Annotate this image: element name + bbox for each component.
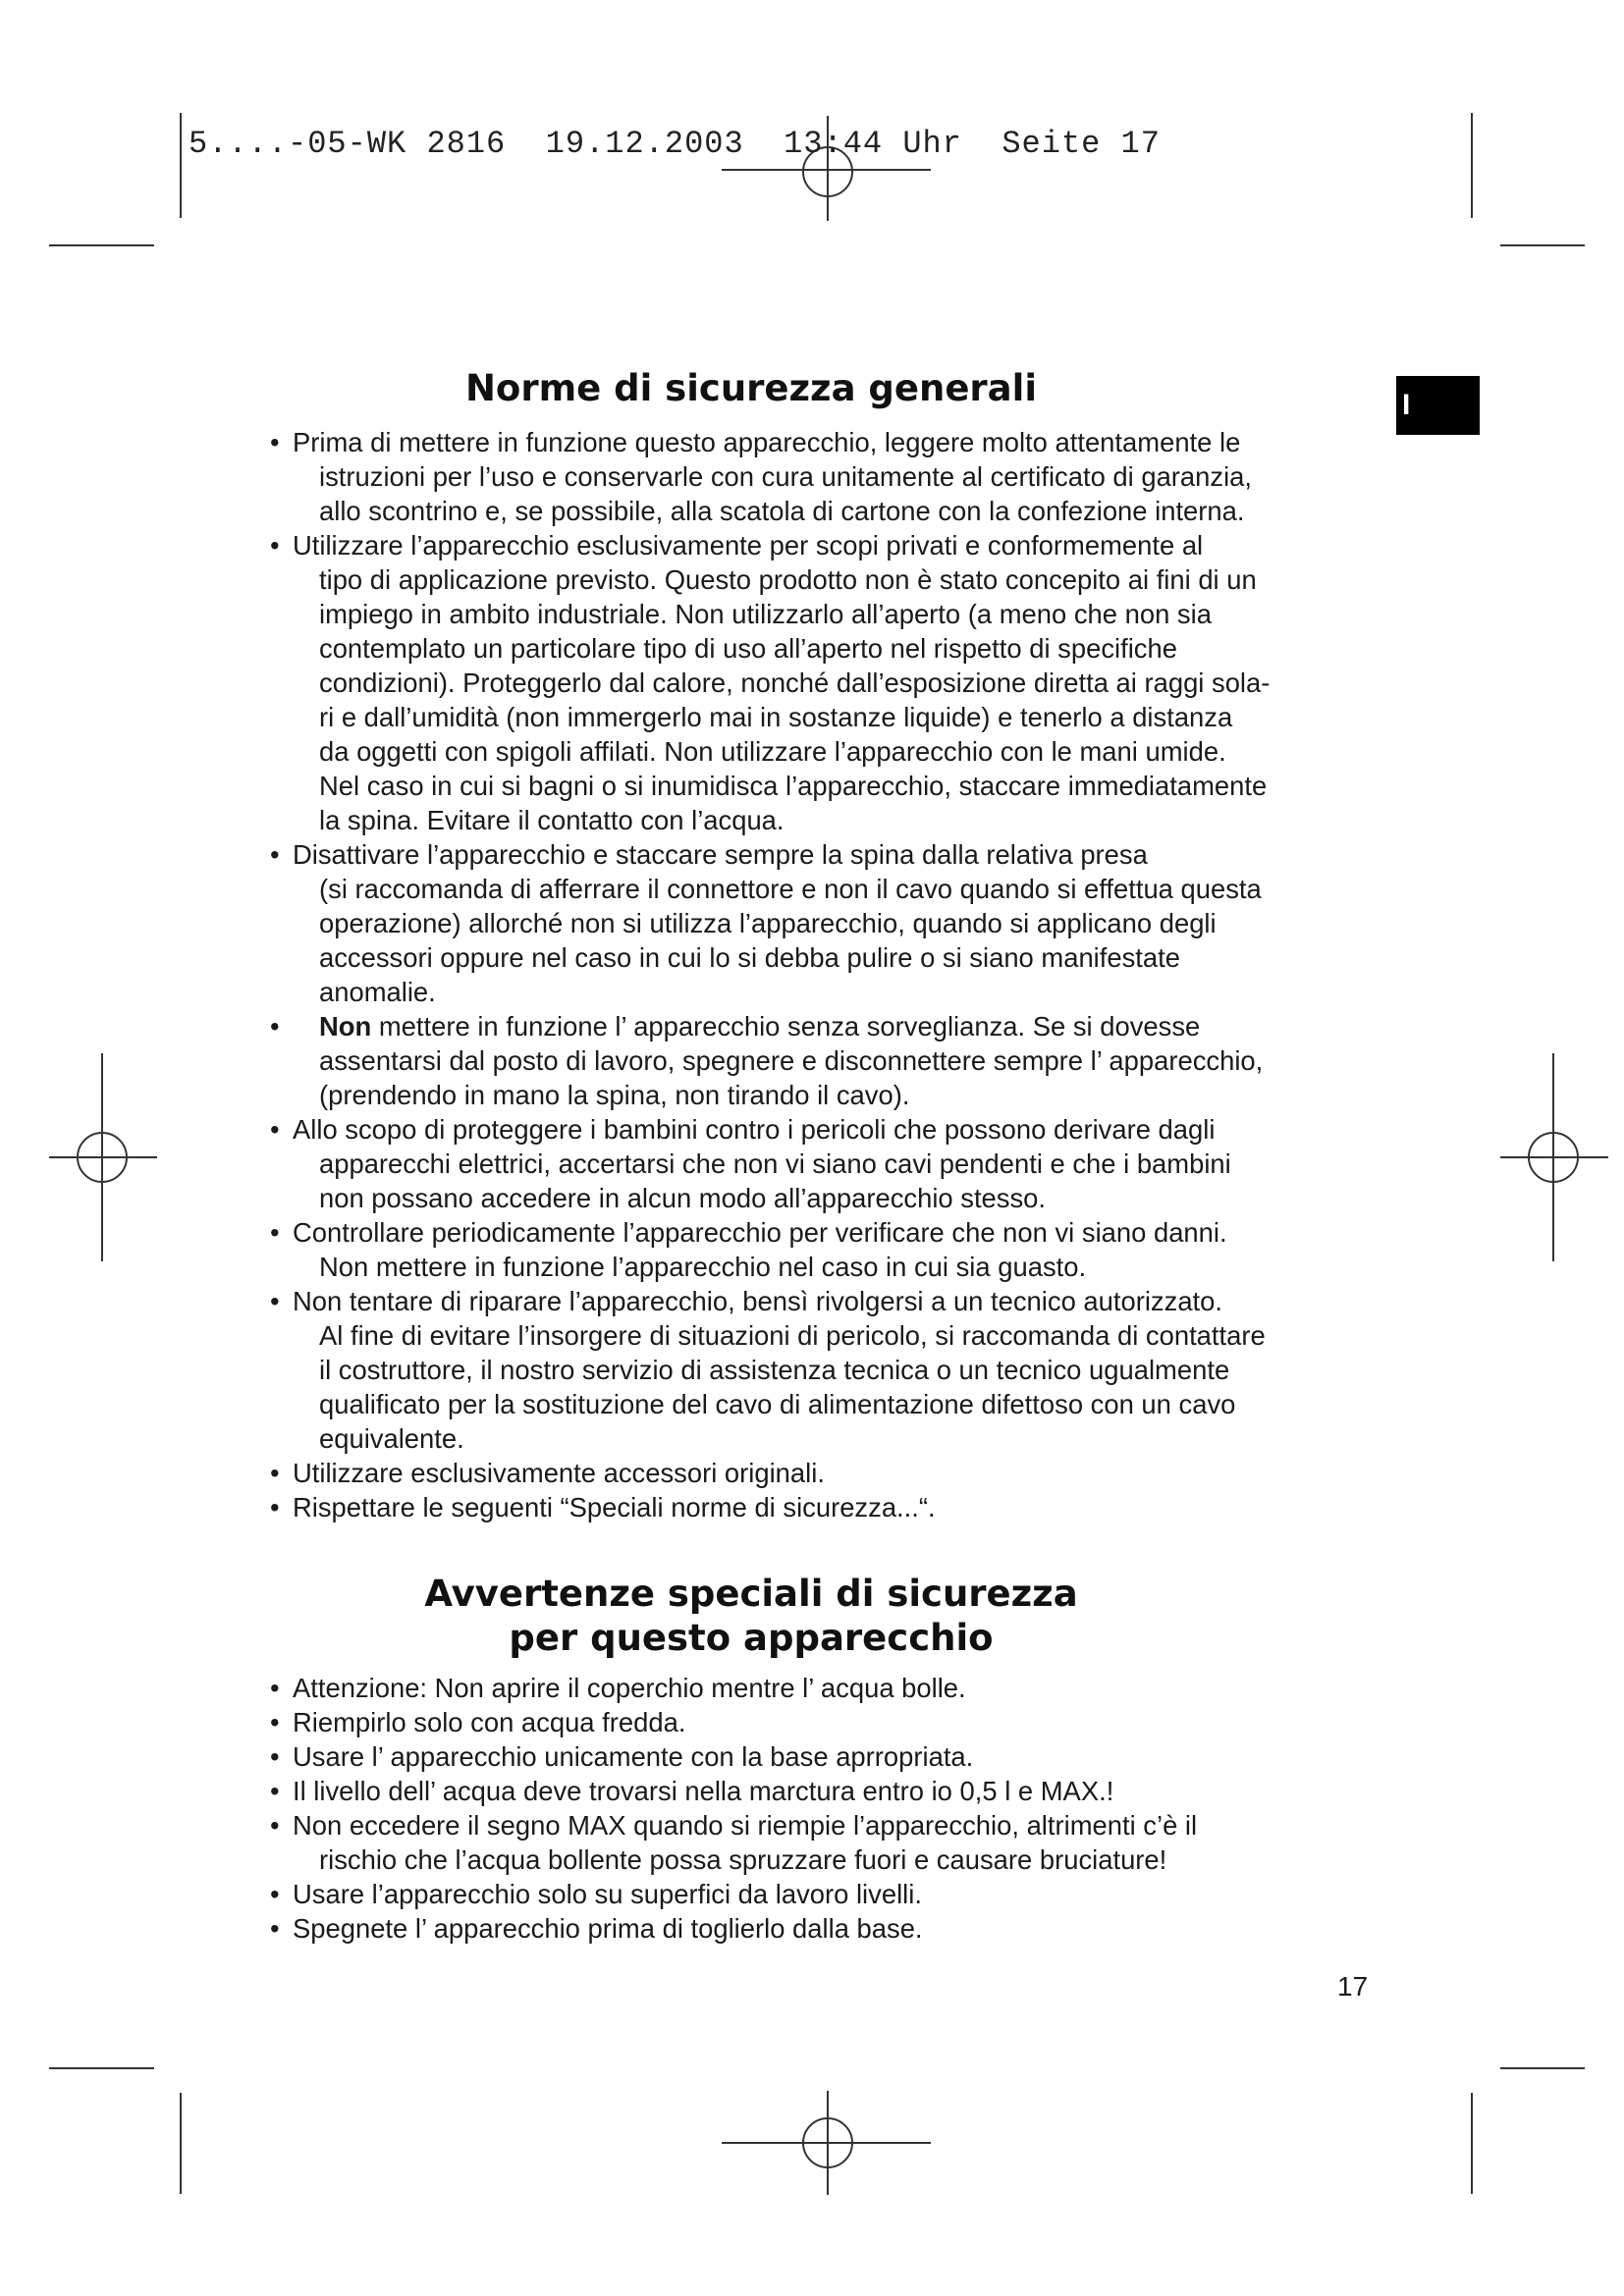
list-item-line: Utilizzare esclusivamente accessori originali.	[293, 1458, 825, 1488]
list-item-line: Disattivare l’apparecchio e staccare sempre la spina dalla relativa presa	[293, 839, 1148, 870]
list-item-line: Non mettere in funzione l’apparecchio nel caso in cui sia guasto.	[319, 1252, 1087, 1282]
list-item	[267, 1009, 1386, 1112]
list-item	[267, 1774, 1386, 1808]
list-item-line: Non eccedere il segno MAX quando si riempie l’apparecchio, altrimenti c’è il	[293, 1810, 1198, 1841]
list-item-line: Utilizzare l’apparecchio esclusivamente per scopi privati e conformemente al	[293, 530, 1204, 561]
bullet-glyph: •	[270, 530, 280, 561]
list-item	[267, 1739, 1386, 1774]
list-item-line: il costruttore, il nostro servizio di assistenza tecnica o un tecnico ugualmente	[319, 1355, 1230, 1385]
list-item	[267, 1808, 1386, 1877]
list-item-line: condizioni). Proteggerlo dal calore, nonché dall’esposizione diretta ai raggi sola-	[319, 667, 1271, 698]
general-safety-list	[267, 425, 1386, 1524]
list-item-line: Rispettare le seguenti “Speciali norme di sicurezza...“.	[293, 1492, 936, 1522]
list-item-line: Spegnete l’ apparecchio prima di toglierlo dalla base.	[293, 1913, 923, 1944]
list-item-line: Controllare periodicamente l’apparecchio per verificare che non vi siano danni.	[293, 1217, 1227, 1248]
bullet-glyph: •	[270, 1217, 280, 1248]
bullet-glyph: •	[270, 1114, 280, 1145]
list-item-line: Riempirlo solo con acqua fredda.	[293, 1707, 686, 1737]
page-number: 17	[1337, 1971, 1369, 2002]
bullet-glyph: •	[270, 1707, 280, 1737]
list-item	[267, 837, 1386, 1009]
section-title-special-warnings-line2: per questo apparecchio	[509, 1617, 994, 1659]
list-item-line: Attenzione: Non aprire il coperchio mentre l’ acqua bolle.	[293, 1673, 966, 1703]
list-item-line: contemplato un particolare tipo di uso all’aperto nel rispetto di specifiche	[319, 633, 1177, 664]
list-item-line: equivalente.	[319, 1423, 464, 1454]
list-item-line: allo scontrino e, se possibile, alla scatola di cartone con la confezione interna.	[319, 496, 1245, 526]
bullet-glyph: •	[270, 1776, 280, 1806]
list-item	[267, 1456, 1386, 1490]
list-item-line: istruzioni per l’uso e conservarle con cura unitamente al certificato di garanzia,	[319, 461, 1253, 492]
bullet-glyph: •	[270, 1492, 280, 1522]
list-item	[267, 528, 1386, 837]
list-item-line: ri e dall’umidità (non immergerlo mai in sostanze liquide) e tenerlo a distanza	[319, 702, 1233, 732]
bullet-glyph: •	[270, 1810, 280, 1841]
language-tab: I	[1396, 376, 1480, 435]
print-slug-header: 5....-05-WK 2816 19.12.2003 13:44 Uhr Seite 17	[189, 126, 1161, 162]
list-item	[267, 1671, 1386, 1705]
list-item-line: impiego in ambito industriale. Non utilizzarlo all’aperto (a meno che non sia	[319, 599, 1212, 629]
list-item-line: qualificato per la sostituzione del cavo di alimentazione difettoso con un cavo	[319, 1389, 1236, 1419]
list-item-line: (si raccomanda di afferrare il connettore e non il cavo quando si effettua questa	[319, 874, 1262, 904]
list-item-line: accessori oppure nel caso in cui lo si debba pulire o si siano manifestate	[319, 942, 1180, 973]
list-item-line: Al fine di evitare l’insorgere di situazioni di pericolo, si raccomanda di contattare	[319, 1320, 1266, 1351]
list-item-line: Usare l’apparecchio solo su superfici da lavoro livelli.	[293, 1879, 922, 1909]
bullet-glyph: •	[270, 1458, 280, 1488]
list-item	[267, 1112, 1386, 1215]
list-item-line: operazione) allorché non si utilizza l’apparecchio, quando si applicano degli	[319, 908, 1217, 938]
registration-target-bottom	[722, 2091, 931, 2195]
list-item	[267, 1284, 1386, 1456]
list-item-line: anomalie.	[319, 977, 436, 1007]
bullet-glyph: •	[270, 427, 280, 457]
list-item	[267, 1705, 1386, 1739]
list-item-line: Nel caso in cui si bagni o si inumidisca l’apparecchio, staccare immediatamente	[319, 771, 1268, 801]
list-item-line	[319, 1009, 1386, 1043]
list-item-line: rischio che l’acqua bollente possa spruzzare fuori e causare bruciature!	[319, 1844, 1167, 1875]
section-title-general-safety: Norme di sicurezza generali	[464, 367, 1038, 409]
bullet-glyph: •	[270, 1741, 280, 1772]
list-item-line: Allo scopo di proteggere i bambini contro i pericoli che possono derivare dagli	[293, 1114, 1216, 1145]
list-item-line: Prima di mettere in funzione questo apparecchio, leggere molto attentamente le	[293, 427, 1241, 457]
list-item-line: Non tentare di riparare l’apparecchio, bensì rivolgersi a un tecnico autorizzato.	[293, 1286, 1223, 1316]
bullet-glyph: •	[270, 1913, 280, 1944]
registration-target-left	[49, 1053, 157, 1261]
list-item-line: la spina. Evitare il contatto con l’acqua.	[319, 805, 785, 835]
list-item	[267, 1215, 1386, 1284]
list-item-line: Il livello dell’ acqua deve trovarsi nella marctura entro io 0,5 l e MAX.!	[293, 1776, 1114, 1806]
bullet-glyph: •	[270, 1879, 280, 1909]
bullet-glyph: •	[270, 1286, 280, 1316]
list-item	[267, 1911, 1386, 1946]
section-title-special-warnings-line1: Avvertenze speciali di sicurezza	[424, 1573, 1078, 1615]
list-item-line: non possano accedere in alcun modo all’apparecchio stesso.	[319, 1183, 1047, 1213]
list-item-line: (prendendo in mano la spina, non tirando il cavo).	[319, 1080, 910, 1110]
list-item-line: apparecchi elettrici, accertarsi che non vi siano cavi pendenti e che i bambini	[319, 1148, 1231, 1179]
list-item-line: Usare l’ apparecchio unicamente con la base aprropriata.	[293, 1741, 974, 1772]
special-warnings-list	[267, 1671, 1386, 1946]
list-item	[267, 1877, 1386, 1911]
bullet-glyph: •	[270, 839, 280, 870]
list-item-line: da oggetti con spigoli affilati. Non utilizzare l’apparecchio con le mani umide.	[319, 736, 1226, 767]
list-item-text: mettere in funzione l’ apparecchio senza sorveglianza. Se si dovesse	[371, 1011, 1201, 1041]
list-item	[267, 1490, 1386, 1524]
list-item-emphasis: Non	[319, 1011, 372, 1041]
list-item	[267, 425, 1386, 528]
bullet-glyph: •	[270, 1673, 280, 1703]
list-item-line: assentarsi dal posto di lavoro, spegnere e disconnettere sempre l’ apparecchio,	[319, 1045, 1264, 1076]
bullet-glyph: •	[270, 1011, 280, 1041]
registration-target-right	[1500, 1053, 1608, 1261]
list-item-line: tipo di applicazione previsto. Questo prodotto non è stato concepito ai fini di un	[319, 564, 1257, 595]
